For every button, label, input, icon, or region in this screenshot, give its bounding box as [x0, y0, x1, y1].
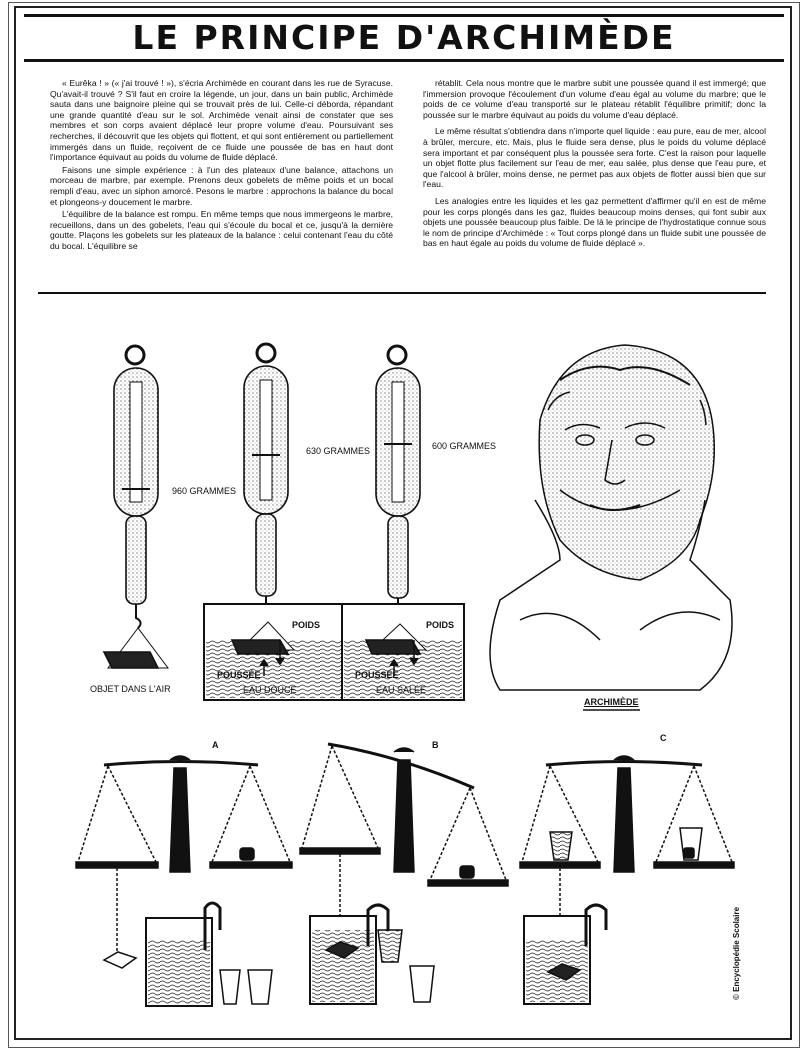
- caption-salt-water: EAU SALÉE: [376, 685, 427, 695]
- caption-air: OBJET DANS L'AIR: [90, 684, 171, 694]
- paragraph: Les analogies entre les liquides et les gaz permettent d'affirmer qu'il en est de même pour les corps plongés dans les gaz, fluides beaucoup moins denses, qui font subir aux objets une poussée beaucoup plus faible. De là le principe de l'hydrostatique connue sous le nom de principe d'Archimède : « Tout corps plongé dans un fluide subit une poussée de bas en haut égale au poids du volume de fluide déplacé ».: [423, 195, 766, 249]
- caption-fresh-water: EAU DOUCE: [243, 685, 297, 695]
- spring-scale-salt-water: [342, 346, 464, 700]
- balance-label-a: A: [212, 740, 219, 750]
- thrust-label: POUSSÉE: [355, 670, 399, 680]
- archimedes-bust: [490, 345, 732, 690]
- spring-scale-fresh-water: [204, 344, 344, 700]
- page-title: LE PRINCIPE D'ARCHIMÈDE: [24, 14, 784, 62]
- paragraph: L'équilibre de la balance est rompu. En même temps que nous immergeons le marbre, recueillons, dans un des gobelets, l'eau qui s'écoule du bocal et ce, jusqu'à la dernière goutte. Plaçons les gobelets sur les plateaux de la balance : celui contenant l'eau du côté du bocal. L'équilibre se: [50, 209, 393, 251]
- reading-label-salt-water: 600 GRAMMES: [432, 441, 497, 451]
- paragraph: Le même résultat s'obtiendra dans n'importe quel liquide : eau pure, eau de mer, alcool à brûler, mercure, etc. Mais, plus le fluide sera dense, plus le poids du volume déplacé sera important et par conséquent plus la poussée sera forte. C'est la raison pour laquelle un objet flotte plus facilement sur l'eau de mer, eau salée, plus dense que l'eau pure, et que l'alcool à brûler, moins dense, ne permet pas aux objets de flotter aussi bien que sur l'eau.: [423, 126, 766, 190]
- reading-label-air: 960 GRAMMES: [172, 486, 237, 496]
- paragraph: Faisons une simple expérience : à l'un des plateaux d'une balance, attachons un morceau de marbre, par exemple. Prenons deux gobelets de même poids et un bocal rempli d'eau, avec un siphon amorcé. Pesons le marbre : approchons la balance du bocal et plongeons-y doucement le marbre.: [50, 164, 393, 207]
- balance-b: [300, 744, 508, 1004]
- balance-label-b: B: [432, 740, 439, 750]
- reading-label-fresh-water: 630 GRAMMES: [306, 446, 371, 456]
- balance-a: [76, 756, 292, 1006]
- balance-label-c: C: [660, 733, 667, 743]
- publisher-credit: © Encyclopédie Scolaire: [732, 906, 741, 1000]
- weight-label: POIDS: [426, 620, 455, 630]
- portrait-caption: ARCHIMÈDE: [584, 697, 639, 707]
- weight-label: POIDS: [292, 620, 321, 630]
- paragraph: « Eurêka ! » (« j'ai trouvé ! »), s'écria Archimède en courant dans les rue de Syracuse. Qu'avait-il trouvé ? S'il faut en croire la légende, un jour, dans un bain public, Archimède sauta dans une baignoire pleine qui se trouvait près de lui. Celle-ci déborda, répandant une grande quantité d'eau sur le sol. Archimède venait ainsi de constater que ses membres et son corps avaient déplacé leur propre volume d'eau. Poursuivant ses recherches, il découvrit que les objets qui flottent, et qui sont entièrement ou partiellement immergés dans un fluide, reçoivent de ce fluide une poussée de bas en haut dont l'importance équivaut au poids du volume de fluide déplacé.: [50, 78, 393, 163]
- thrust-label: POUSSÉE: [217, 670, 261, 680]
- spring-scale-air: [104, 346, 168, 668]
- balance-c: [520, 756, 734, 1004]
- paragraph: rétablit. Cela nous montre que le marbre subit une poussée quand il est immergé; que l'immersion provoque l'écoulement d'un volume d'eau égal au volume du marbre; que le poids de ce volume d'eau transporté sur le plateau rétablit l'équilibre primitif; donc la poussée sur le marbre équivaut au poids du volume d'eau déplacé.: [423, 78, 766, 120]
